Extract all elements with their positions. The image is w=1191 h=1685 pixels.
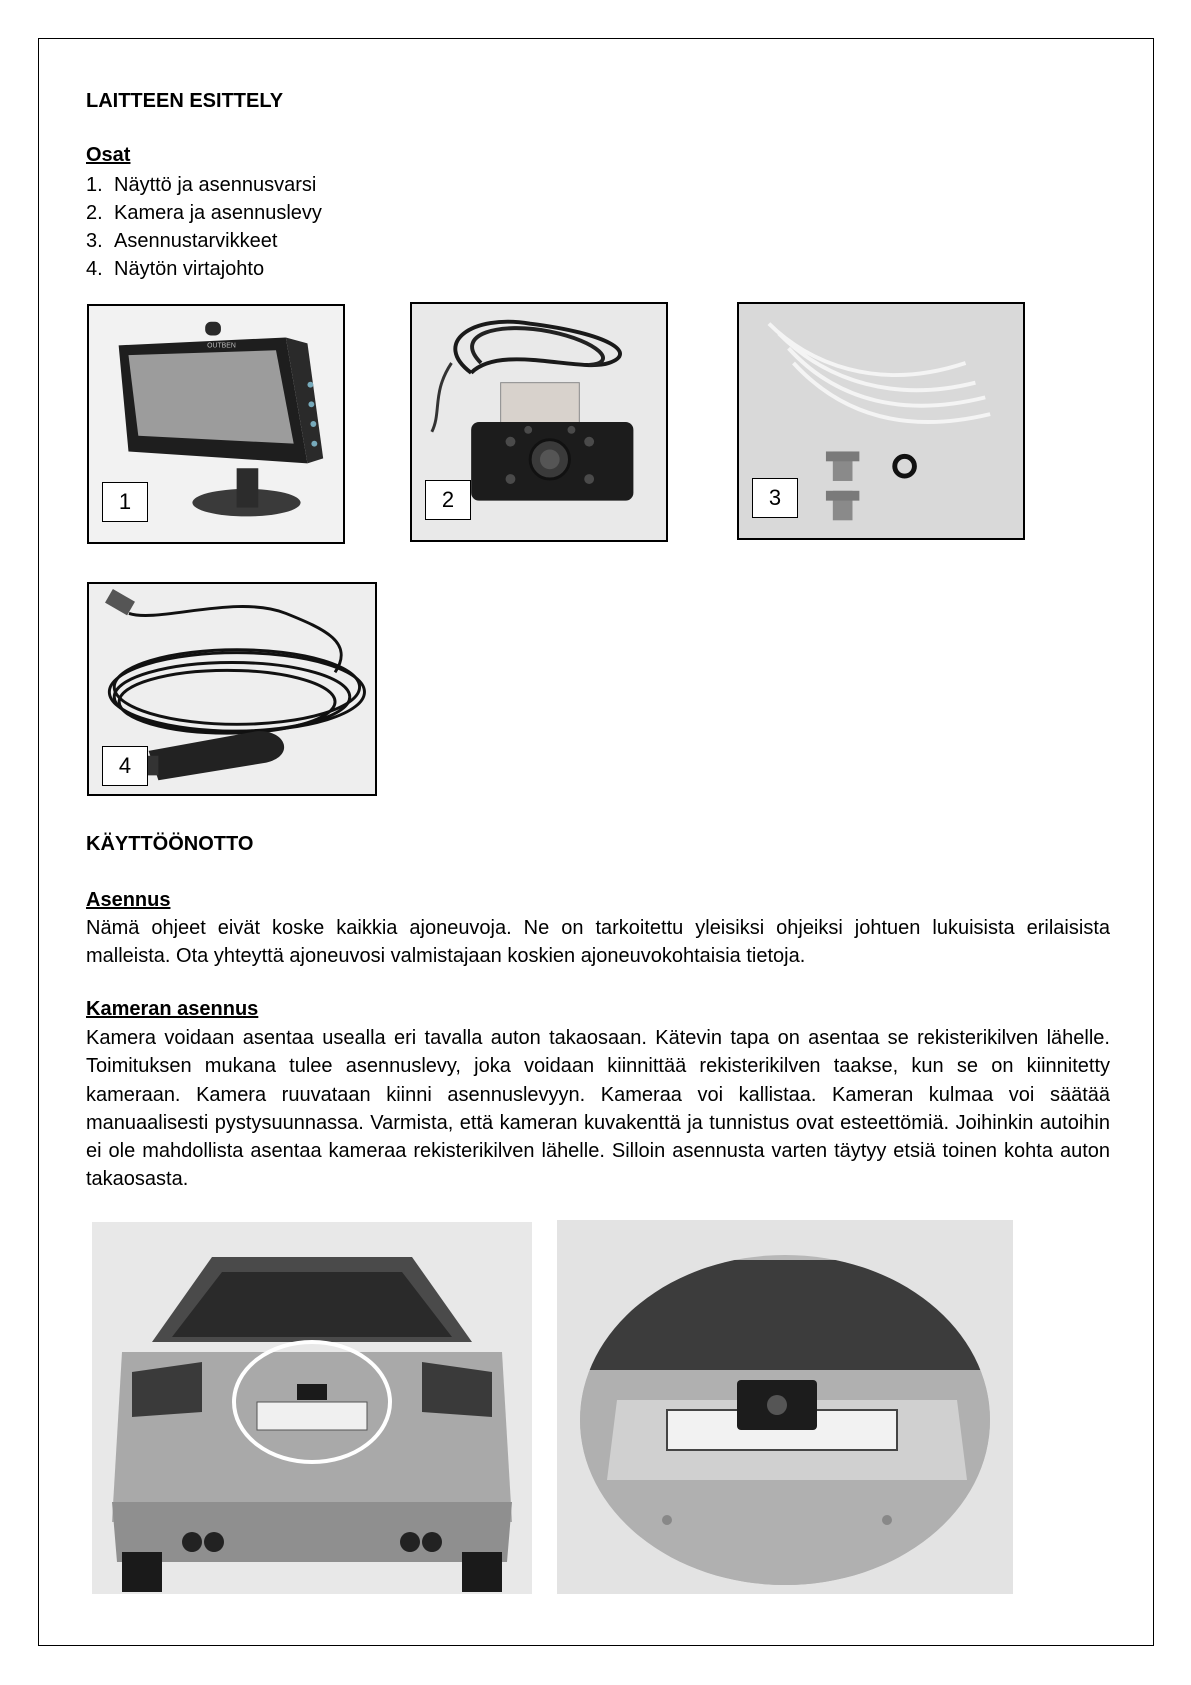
monitor-photo <box>87 304 345 544</box>
parts-heading: Osat <box>86 144 131 166</box>
install-heading: Asennus <box>86 889 171 911</box>
monitor-brand: OUTBEN <box>207 342 236 350</box>
camera-install-heading: Kameran asennus <box>86 998 259 1020</box>
list-item: 4. Näytön virtajohto <box>86 258 265 280</box>
parts-list <box>86 171 322 283</box>
list-item: 1. Näyttö ja asennusvarsi <box>86 174 317 196</box>
car-rear-photo <box>92 1222 532 1594</box>
car-rear-illustration <box>92 1222 532 1594</box>
install-paragraph: Nämä ohjeet eivät koske kaikkia ajoneuvoja. Ne on tarkoitettu yleisiksi ohjeiksi johtuen lukuisista erilaisista malleista. Ota yhteyttä ajoneuvosi valmistajaan koskien ajoneuvokohtaisia tietoja. <box>86 917 1110 968</box>
photo-label-3: 3 <box>752 478 798 518</box>
power-cable-photo <box>87 582 377 796</box>
section-title-device: LAITTEEN ESITTELY <box>86 90 284 112</box>
camera-closeup-photo <box>557 1220 1013 1594</box>
photo-label-2: 2 <box>425 480 471 520</box>
list-item: 3. Asennustarvikkeet <box>86 230 278 252</box>
list-item: 2. Kamera ja asennuslevy <box>86 202 322 224</box>
camera-install-paragraph: Kamera voidaan asentaa usealla eri tavalla auton takaosaan. Kätevin tapa on asentaa se rekisterikilven lähelle. Toimituksen mukana tulee asennuslevy, joka voidaan kiinnittää rekisterikilven taakse, kun se on kiinnitetty kameraan. Kamera ruuvataan kiinni asennuslevyyn. Kameraa voi kallistaa. Kameran kulmaa voi säätää manuaalisesti pystysuunnassa. Varmista, että kameran kuvakenttä ja tunnistus ovat esteettömiä. Joihinkin autoihin ei ole mahdollista asentaa kameraa rekisterikilven lähelle. Silloin asennusta varten täytyy etsiä toinen kohta auton takaosasta. <box>86 1027 1110 1191</box>
photo-label-1: 1 <box>102 482 148 522</box>
camera-photo <box>410 302 668 542</box>
photo-label-4: 4 <box>102 746 148 786</box>
camera-closeup-illustration <box>557 1220 1013 1594</box>
section-title-setup: KÄYTTÖÖNOTTO <box>86 833 254 855</box>
accessories-photo <box>737 302 1025 540</box>
